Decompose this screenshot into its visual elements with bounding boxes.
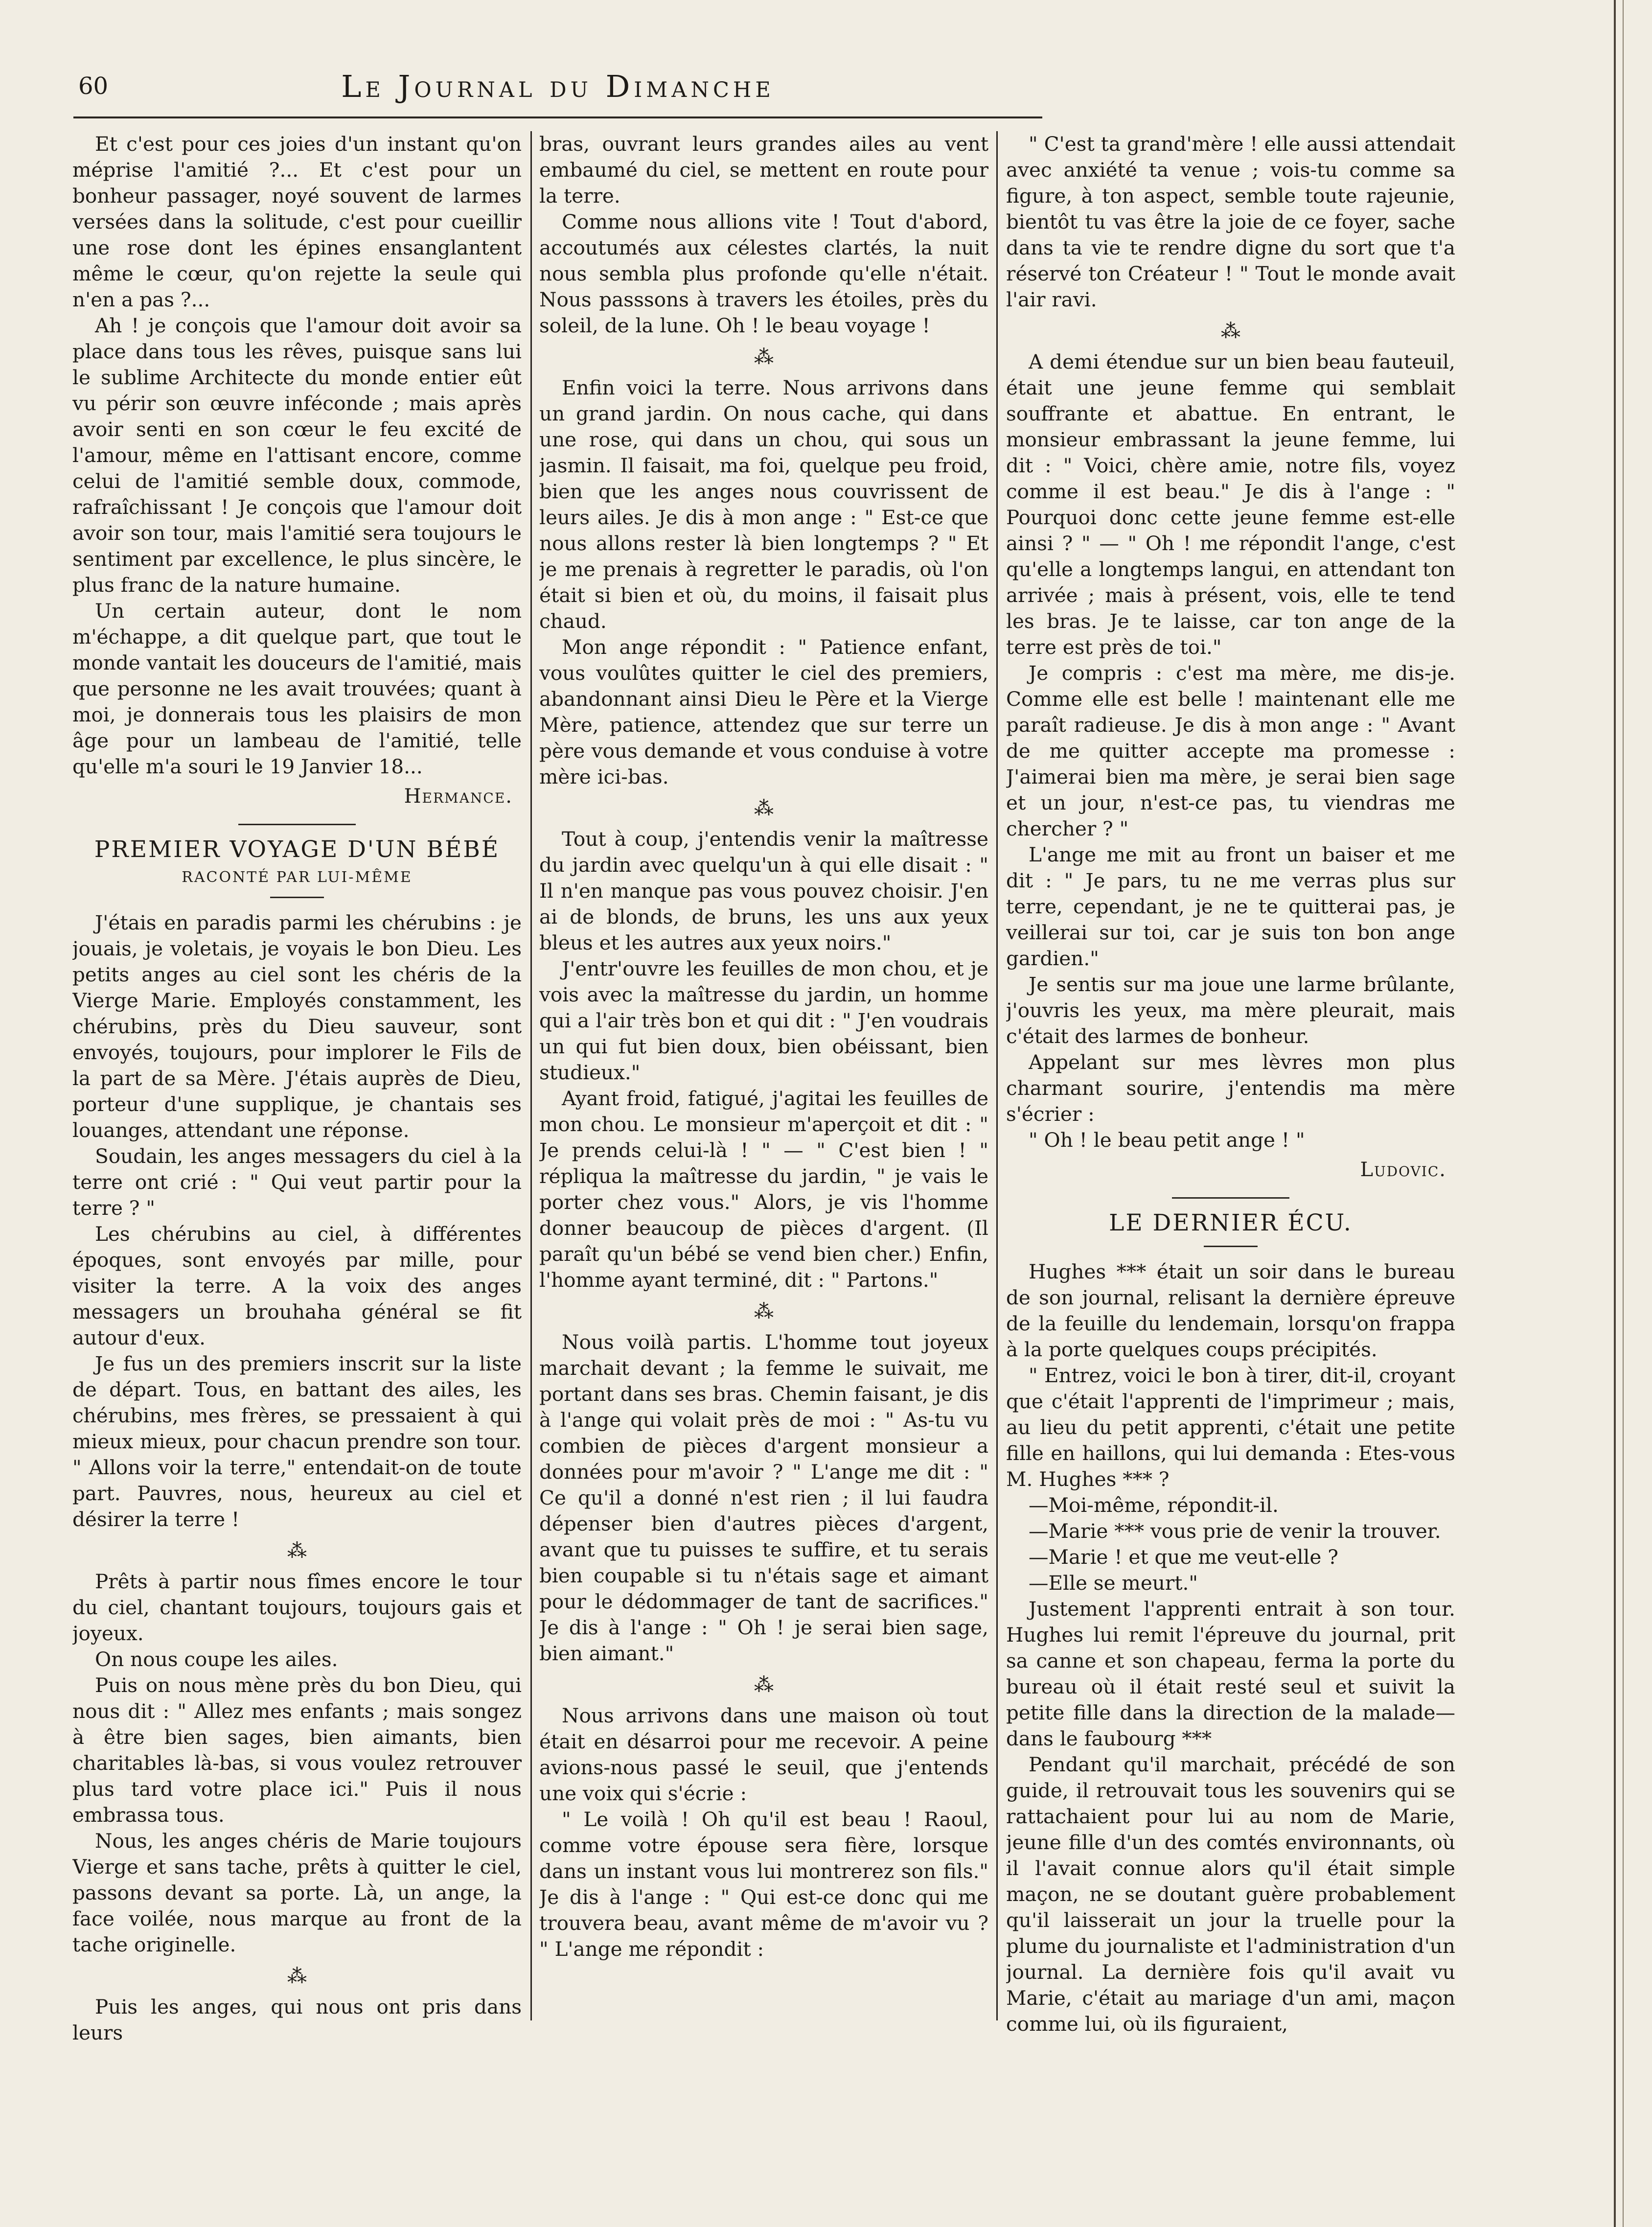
paragraph: " Le voilà ! Oh qu'il est beau ! Raoul, comme votre épouse sera fière, lorsque dans un instant vous lui montrerez son fils." Je dis à l'ange : " Qui est-ce donc qui me trouvera beau, avant même de m'avoir vu ? " L'ange me répondit : xyxy=(539,1808,988,1961)
paragraph: Je fus un des premiers inscrit sur la liste de départ. Tous, en battant des ailes, les chérubins, mes frères, se pressaient à qui mieux mieux, pour chacun prendre son tour. " Allons voir la terre," entendait-on de toute part. Pauvres, nous, heureux au ciel et désirer la terre ! xyxy=(72,1352,522,1531)
title-separator xyxy=(270,897,324,898)
paragraph: Puis les anges, qui nous ont pris dans leurs xyxy=(72,1995,522,2044)
binding-edge xyxy=(1623,0,1624,2227)
article-title: PREMIER VOYAGE D'UN BÉBÉ xyxy=(94,836,500,863)
paragraph: Enfin voici la terre. Nous arrivons dans un grand jardin. On nous cache, qui dans une rose, qui dans un chou, qui sous un jasmin. Il faisait, ma foi, quelque peu froid, bien que les anges nous couvrissent de leurs ailes. Je dis à mon ange : " Est-ce que nous allons rester là bien longtemps ? " Et je me prenais à regretter le paradis, où l'on était si bien et où, du moins, il faisait plus chaud. xyxy=(539,376,988,633)
paragraph: Les chérubins au ciel, à différentes époques, sont envoyés par mille, pour visiter la terre. A la voix des anges messagers un brouhaha général se fit autour d'eux. xyxy=(72,1222,522,1349)
paragraph: Ayant froid, fatigué, j'agitai les feuilles de mon chou. Le monsieur m'aperçoit et dit : " Je prends celui-là ! " — " C'est bien ! " répliqua la maîtresse du jardin, " je vais le porter chez vous." Alors, je vis l'homme donner beaucoup de pièces d'argent. (Il paraît qu'un bébé se vend bien cher.) Enfin, l'homme ayant terminé, dit : " Partons." xyxy=(539,1087,988,1292)
paragraph: Soudain, les anges messagers du ciel à la terre ont crié : " Qui veut partir pour la terre ? " xyxy=(72,1144,522,1220)
paragraph: On nous coupe les ailes. xyxy=(95,1647,338,1671)
paragraph: Hughes *** était un soir dans le bureau de son journal, relisant la dernière épreuve de la feuille du lendemain, lorsqu'on frappa à la porte quelques coups précipités. xyxy=(1006,1260,1455,1361)
binding-edge xyxy=(1614,0,1616,2227)
paragraph: —Moi-même, répondit-il. xyxy=(1029,1493,1279,1517)
asterism-dinkus: ⁂ xyxy=(287,1965,307,1988)
section-separator xyxy=(238,824,356,825)
paragraph: —Elle se meurt." xyxy=(1029,1571,1198,1595)
section-separator xyxy=(1172,1197,1289,1199)
column-divider xyxy=(530,131,532,2020)
author-signature: Hermance. xyxy=(404,785,513,808)
paragraph: J'entr'ouvre les feuilles de mon chou, et je vois avec la maîtresse du jardin, un homme qui a l'air très bon et qui dit : " J'en voudrais un qui fut bien doux, bien obéissant, bien studieux." xyxy=(539,957,988,1084)
paragraph: Justement l'apprenti entrait à son tour. Hughes lui remit l'épreuve du journal, prit sa canne et son chapeau, ferma la porte du bureau où il était resté seul et suivit la petite fille dans la direction de la malade—dans le faubourg *** xyxy=(1006,1597,1455,1750)
paragraph: Je sentis sur ma joue une larme brûlante, j'ouvris les yeux, ma mère pleurait, mais c'était des larmes de bonheur. xyxy=(1006,973,1455,1048)
paragraph: Nous arrivons dans une maison où tout était en désarroi pour me recevoir. A peine avions-nous passé le seuil, que j'entends une voix qui s'écrie : xyxy=(539,1704,988,1805)
article-title: LE DERNIER ÉCU. xyxy=(1109,1209,1353,1236)
paragraph: Pendant qu'il marchait, précédé de son guide, il retrouvait tous les souvenirs qui se rattachaient pour lui au nom de Marie, jeune fille d'un des comtés environnants, où il l'avait connue alors qu'il était simple maçon, ne se doutant guère probablement qu'il laisserait un jour la truelle pour la plume du journaliste et l'administration d'un journal. La dernière fois qu'il avait vu Marie, c'était au mariage d'un ami, maçon comme lui, où ils figuraient, xyxy=(1006,1753,1455,2036)
paragraph: Comme nous allions vite ! Tout d'abord, accoutumés aux célestes clartés, la nuit nous sembla plus profonde qu'elle n'était. Nous passsons à travers les étoiles, près du soleil, de la lune. Oh ! le beau voyage ! xyxy=(539,210,988,337)
column-middle xyxy=(539,131,988,2172)
paragraph: J'étais en paradis parmi les chérubins : je jouais, je voletais, je voyais le bon Dieu. Les petits anges au ciel sont les chéris de la Vierge Marie. Employés constamment, les chérubins, près du Dieu sauveur, sont envoyés, toujours, pour implorer le Fils de la part de sa Mère. J'étais auprès de Dieu, porteur d'une supplique, je chantais ses louanges, attendant une réponse. xyxy=(72,911,522,1142)
asterism-dinkus: ⁂ xyxy=(1221,320,1240,343)
paragraph: L'ange me mit au front un baiser et me dit : " Je pars, tu ne me verras plus sur terre, cependant, je ne te quitterai pas, je veillerai sur toi, car je suis ton bon ange gardien." xyxy=(1006,843,1455,970)
article-subtitle: RACONTÉ PAR LUI-MÊME xyxy=(182,869,413,886)
asterism-dinkus: ⁂ xyxy=(754,1674,774,1696)
title-separator xyxy=(1204,1246,1258,1247)
paragraph: Nous voilà partis. L'homme tout joyeux marchait devant ; la femme le suivait, me portant dans ses bras. Chemin faisant, je dis à l'ange qui volait près de moi : " As-tu vu combien de pièces d'argent monsieur a données pour m'avoir ? " L'ange me dit : " Ce qu'il a donné n'est rien ; il lui faudra dépenser bien d'autres pièces d'argent, avant que tu puisses te suffire, et tu serais bien coupable si tu n'étais sage et aimant pour le dédommager de tant de sacrifices." Je dis à l'ange : " Oh ! je serai bien sage, bien aimant." xyxy=(539,1330,988,1665)
paragraph: " C'est ta grand'mère ! elle aussi attendait avec anxiété ta venue ; vois-tu comme sa figure, à ton aspect, semble toute rajeunie, bientôt tu vas être la joie de ce foyer, sache dans ta vie te rendre digne du sort que t'a réservé ton Créateur ! " Tout le monde avait l'air ravi. xyxy=(1006,132,1455,311)
paragraph: Ah ! je conçois que l'amour doit avoir sa place dans tous les rêves, puisque sans lui le sublime Architecte du monde entier eût vu périr son œuvre inféconde ; mais après avoir senti en son cœur le feu excité de l'amour, même en l'attisant encore, comme celui de l'amitié semble doux, commode, rafraîchissant ! Je conçois que l'amour doit avoir son tour, mais l'amitié sera toujours le sentiment par excellence, le plus sincère, le plus franc de la nature humaine. xyxy=(72,314,522,597)
column-right xyxy=(1006,131,1455,2172)
paragraph: Un certain auteur, dont le nom m'échappe, a dit quelque part, que tout le monde vantait les douceurs de l'amitié, mais que personne ne les avait trouvées; quant à moi, je donnerais tous les plaisirs de mon âge pour un lambeau de l'amitié, telle qu'elle m'a souri le 19 Janvier 18... xyxy=(72,599,522,778)
paragraph: Prêts à partir nous fîmes encore le tour du ciel, chantant toujours, toujours gais et joyeux. xyxy=(72,1570,522,1645)
asterism-dinkus: ⁂ xyxy=(754,797,774,820)
paragraph: A demi étendue sur un bien beau fauteuil, était une jeune femme qui semblait souffrante et abattue. En entrant, le monsieur embrassant la jeune femme, lui dit : " Voici, chère amie, notre fils, voyez comme il est beau." Je dis à l'ange : " Pourquoi donc cette jeune femme est-elle ainsi ? " — " Oh ! me répondit l'ange, c'est qu'elle a longtemps langui, en attendant ton arrivée ; mais à présent, vois, elle te tend les bras. Je te laisse, car ton ange de la terre est près de toi." xyxy=(1006,350,1455,659)
paragraph: Tout à coup, j'entendis venir la maîtresse du jardin avec quelqu'un à qui elle disait : " Il n'en manque pas vous pouvez choisir. J'en ai de blonds, de bruns, les uns aux yeux bleus et les autres aux yeux noirs." xyxy=(539,827,988,954)
asterism-dinkus: ⁂ xyxy=(754,346,774,369)
paragraph: Je compris : c'est ma mère, me dis-je. Comme elle est belle ! maintenant elle me paraît radieuse. Je dis à mon ange : " Avant de me quitter accepte ma promesse : J'aimerai bien ma mère, je serai bien sage et un jour, n'est-ce pas, tu viendras me chercher ? " xyxy=(1006,661,1455,840)
paragraph: bras, ouvrant leurs grandes ailes au vent embaumé du ciel, se mettent en route pour la terre. xyxy=(539,132,988,208)
page-number: 60 xyxy=(78,72,109,100)
paragraph: —Marie ! et que me veut-elle ? xyxy=(1029,1545,1338,1569)
paragraph: Et c'est pour ces joies d'un instant qu'on méprise l'amitié ?... Et c'est pour un bonheur passager, noyé souvent de larmes versées dans la solitude, c'est pour cueillir une rose dont les épines ensanglantent même le cœur, qu'on rejette la seule qui n'en a pas ?... xyxy=(72,132,522,311)
paragraph: Mon ange répondit : " Patience enfant, vous voulûtes quitter le ciel des premiers, abandonnant ainsi Dieu le Père et la Vierge Mère, patience, attendez que sur terre un père vous demande et vous conduise à votre mère ici-bas. xyxy=(539,635,988,789)
paragraph: —Marie *** vous prie de venir la trouver. xyxy=(1029,1519,1441,1543)
paragraph: Nous, les anges chéris de Marie toujours Vierge et sans tache, prêts à quitter le ciel, passons devant sa porte. Là, un ange, la face voilée, nous marque au front de la tache originelle. xyxy=(72,1829,522,1956)
author-signature: Ludovic. xyxy=(1360,1159,1446,1181)
asterism-dinkus: ⁂ xyxy=(754,1300,774,1323)
paragraph: " Entrez, voici le bon à tirer, dit-il, croyant que c'était l'apprenti de l'imprimeur ; mais, au lieu du petit apprenti, c'était une petite fille en haillons, qui lui demanda : Etes-vous M. Hughes *** ? xyxy=(1006,1364,1455,1491)
paragraph: " Oh ! le beau petit ange ! " xyxy=(1029,1128,1305,1152)
paragraph: Puis on nous mène près du bon Dieu, qui nous dit : " Allez mes enfants ; mais songez à être bien sages, bien aimants, bien charitables là-bas, si vous voulez retrouver plus tard votre place ici." Puis il nous embrassa tous. xyxy=(72,1673,522,1827)
column-left xyxy=(72,131,522,2172)
page-header xyxy=(73,63,1042,118)
column-divider xyxy=(996,131,998,2020)
paragraph: Appelant sur mes lèvres mon plus charmant sourire, j'entendis ma mère s'écrier : xyxy=(1006,1050,1455,1126)
asterism-dinkus: ⁂ xyxy=(287,1540,307,1562)
journal-title: Le Journal du Dimanche xyxy=(341,69,775,104)
